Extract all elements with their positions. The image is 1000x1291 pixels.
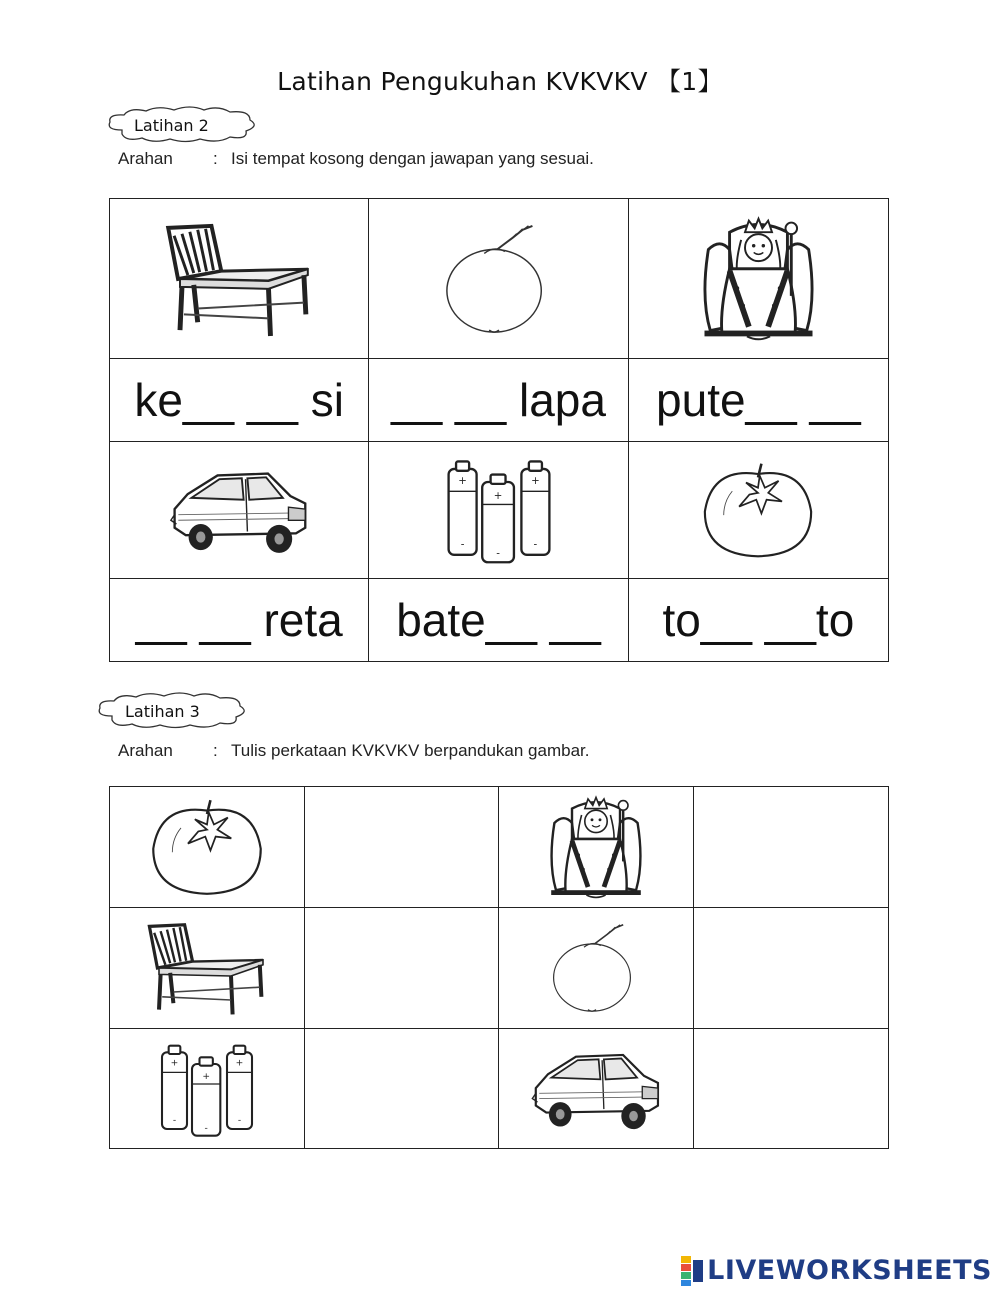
worksheet-title: Latihan Pengukuhan KVKVKV 【1】 [277,67,723,96]
car-image [526,1041,666,1137]
instruction-text: Tulis perkataan KVKVKV berpandukan gambar. [231,741,590,760]
coconut-image [548,920,644,1016]
batteries-image [157,1039,257,1139]
image-cell [499,1029,694,1149]
tomato-image [145,795,269,899]
fill-blank-word: pute__ __ [656,374,861,426]
image-cell [628,442,888,579]
fill-blank-word: __ __ lapa [391,374,606,426]
answer-cell[interactable] [304,908,499,1029]
image-cell [110,199,369,359]
image-cell [369,442,628,579]
image-cell [110,787,305,908]
chair-image [160,220,318,338]
instruction-text: Isi tempat kosong dengan jawapan yang sesuai. [231,149,594,168]
section3-table [109,786,889,1149]
answer-cell[interactable] [694,787,889,908]
answer-cell[interactable] [694,1029,889,1149]
word-cell[interactable] [369,359,628,442]
princess-throne-image [691,211,826,346]
image-cell [110,1029,305,1149]
image-cell [369,199,628,359]
princess-throne-image [540,791,652,903]
section2-table [109,198,889,662]
fill-blank-word: __ __ reta [135,594,343,646]
image-cell [628,199,888,359]
word-cell[interactable] [628,359,888,442]
image-cell [110,442,369,579]
word-cell[interactable] [110,579,369,662]
tomato-image [698,458,818,562]
car-image [169,458,309,562]
chair-image [143,920,271,1016]
instruction-key: Arahan [118,741,173,760]
instruction-colon: : [213,149,218,168]
liveworksheets-brand: LIVEWORKSHEETS [707,1255,992,1286]
answer-cell[interactable] [694,908,889,1029]
word-cell[interactable] [369,579,628,662]
fill-blank-word: to__ __to [662,594,855,646]
word-cell[interactable] [110,359,369,442]
section3-label: Latihan 3 [125,702,200,721]
batteries-image [443,454,555,566]
image-cell [499,908,694,1029]
image-cell [110,908,305,1029]
liveworksheets-logo [681,1255,992,1286]
word-cell[interactable] [628,579,888,662]
liveworksheets-logo-icon [681,1256,703,1286]
instruction-colon: : [213,741,218,760]
fill-blank-word: ke__ __ si [134,374,345,426]
fill-blank-word: bate__ __ [396,594,601,646]
answer-cell[interactable] [304,1029,499,1149]
instruction-key: Arahan [118,149,173,168]
section2-instruction [118,149,594,169]
coconut-image [440,220,558,338]
section3-instruction [118,741,589,761]
section2-label: Latihan 2 [134,116,209,135]
answer-cell[interactable] [304,787,499,908]
image-cell [499,787,694,908]
